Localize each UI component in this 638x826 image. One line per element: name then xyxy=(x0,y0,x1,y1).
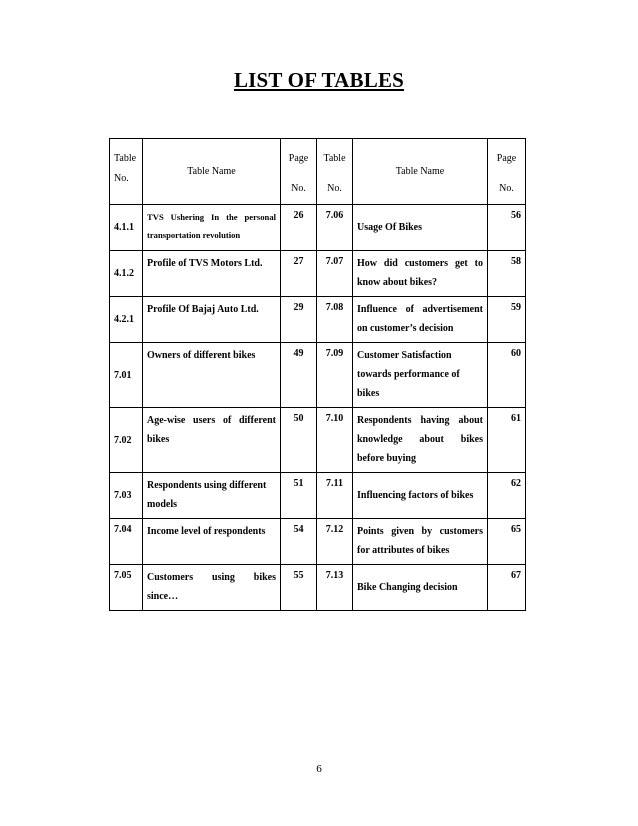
header-table-name: Table Name xyxy=(143,139,281,205)
table-number: 7.04 xyxy=(110,519,143,565)
table-row xyxy=(110,473,526,519)
page-number: 61 xyxy=(488,408,526,473)
table-number: 7.02 xyxy=(110,408,143,473)
table-number: 4.1.1 xyxy=(110,205,143,251)
table-name: Customers using bikes since… xyxy=(143,565,281,611)
header-table-no-2 xyxy=(317,139,353,205)
table-number: 7.06 xyxy=(317,205,353,251)
page-number: 27 xyxy=(281,251,317,297)
table-number: 7.03 xyxy=(110,473,143,519)
table-name: Age-wise users of different bikes xyxy=(143,408,281,473)
page-number: 54 xyxy=(281,519,317,565)
page-title: LIST OF TABLES xyxy=(233,68,405,92)
table-number: 7.13 xyxy=(317,565,353,611)
page-number: 58 xyxy=(488,251,526,297)
header-table-no-line1: Table xyxy=(114,153,137,164)
header-page2-line2: No. xyxy=(499,183,514,194)
header-page2-line1: Page xyxy=(496,153,517,164)
page-number: 29 xyxy=(281,297,317,343)
page-number: 55 xyxy=(281,565,317,611)
table-name: Respondents having about knowledge about bikes before buying xyxy=(353,408,488,473)
table-name: Influencing factors of bikes xyxy=(353,473,488,519)
table-name: Bike Changing decision xyxy=(353,565,488,611)
header-page-line1: Page xyxy=(288,153,309,164)
table-name: Profile Of Bajaj Auto Ltd. xyxy=(143,297,281,343)
table-number: 7.07 xyxy=(317,251,353,297)
table-row xyxy=(110,408,526,473)
table-name: Profile of TVS Motors Ltd. xyxy=(143,251,281,297)
table-number: 7.09 xyxy=(317,343,353,408)
table-name: Influence of advertisement on customer’s decision xyxy=(353,297,488,343)
table-name: Usage Of Bikes xyxy=(353,205,488,251)
header-table2-line1: Table xyxy=(323,153,346,164)
table-number: 7.12 xyxy=(317,519,353,565)
table-number: 4.1.2 xyxy=(110,251,143,297)
table-header-row xyxy=(110,139,526,205)
page-number: 26 xyxy=(281,205,317,251)
page-number: 59 xyxy=(488,297,526,343)
table-number: 4.2.1 xyxy=(110,297,143,343)
page-number: 50 xyxy=(281,408,317,473)
header-table-name-2: Table Name xyxy=(353,139,488,205)
table-row xyxy=(110,251,526,297)
table-name: Owners of different bikes xyxy=(143,343,281,408)
table-number: 7.01 xyxy=(110,343,143,408)
table-row xyxy=(110,205,526,251)
page-footer-number: 6 xyxy=(316,763,322,775)
header-page-no-2 xyxy=(488,139,526,205)
table-name: Respondents using different models xyxy=(143,473,281,519)
table-name: Income level of respondents xyxy=(143,519,281,565)
table-row xyxy=(110,565,526,611)
table-name: TVS Ushering In the personal transportation revolution xyxy=(143,205,281,251)
page-number: 67 xyxy=(488,565,526,611)
header-table2-line2: No. xyxy=(327,183,342,194)
table-name: How did customers get to know about bikes? xyxy=(353,251,488,297)
header-page-line2: No. xyxy=(291,183,306,194)
table-name: Customer Satisfaction towards performance of bikes xyxy=(353,343,488,408)
page-number: 60 xyxy=(488,343,526,408)
table-number: 7.11 xyxy=(317,473,353,519)
table-number: 7.08 xyxy=(317,297,353,343)
header-table-no xyxy=(110,139,143,205)
page-number: 62 xyxy=(488,473,526,519)
page-number: 56 xyxy=(488,205,526,251)
table-row xyxy=(110,297,526,343)
table-name: Points given by customers for attributes of bikes xyxy=(353,519,488,565)
page-number: 51 xyxy=(281,473,317,519)
page-number: 49 xyxy=(281,343,317,408)
list-of-tables xyxy=(109,138,526,611)
header-page-no xyxy=(281,139,317,205)
table-row xyxy=(110,343,526,408)
page-number: 65 xyxy=(488,519,526,565)
table-number: 7.05 xyxy=(110,565,143,611)
table-number: 7.10 xyxy=(317,408,353,473)
header-table-no-line2: No. xyxy=(114,173,129,184)
table-row xyxy=(110,519,526,565)
